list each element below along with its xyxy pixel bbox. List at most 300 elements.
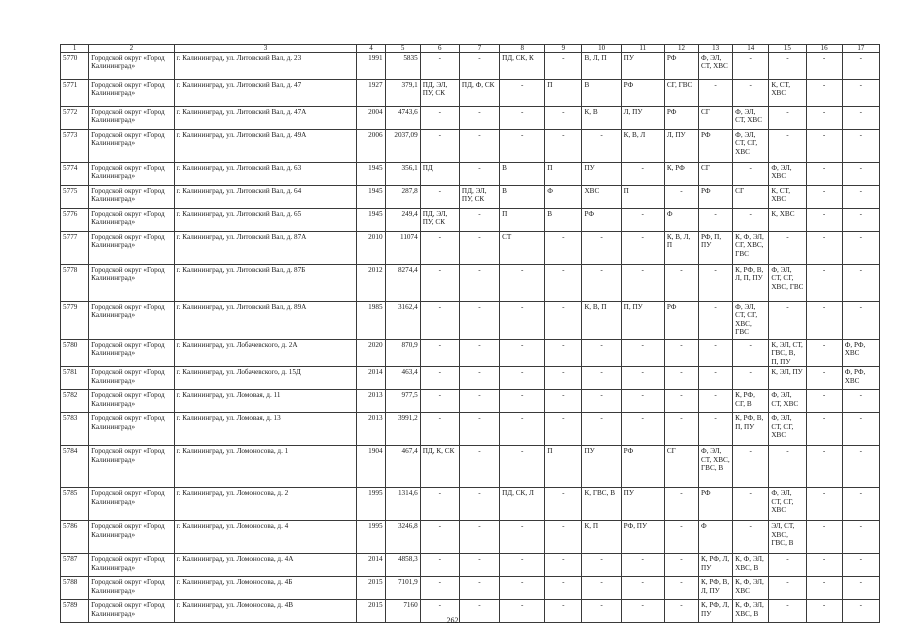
table-cell: 870,9 bbox=[385, 340, 420, 367]
table-cell: 5777 bbox=[61, 232, 89, 265]
table-cell: - bbox=[500, 80, 545, 107]
table-cell: Ф, ЭЛ, СТ, СГ, ХВС, ГВС bbox=[769, 265, 806, 302]
column-number-header: 10 bbox=[582, 45, 621, 53]
table-cell: ХВС bbox=[582, 186, 621, 209]
table-cell: П bbox=[621, 186, 664, 209]
table-cell: 356,1 bbox=[385, 163, 420, 186]
table-cell: РФ, П, ПУ bbox=[699, 232, 733, 265]
table-cell: - bbox=[842, 521, 879, 554]
table-cell: - bbox=[545, 488, 582, 521]
table-cell: - bbox=[664, 577, 698, 600]
table-cell: - bbox=[769, 107, 806, 130]
table-row bbox=[61, 163, 880, 186]
table-cell: - bbox=[459, 53, 499, 80]
table-cell: П bbox=[500, 209, 545, 232]
table-row bbox=[61, 367, 880, 390]
table-cell: - bbox=[664, 521, 698, 554]
table-cell: Городской округ «Город Калининград» bbox=[89, 367, 174, 390]
table-cell: РФ bbox=[621, 80, 664, 107]
table-cell: Городской округ «Город Калининград» bbox=[89, 446, 174, 488]
table-cell: РФ bbox=[699, 130, 733, 163]
table-cell: - bbox=[842, 302, 879, 340]
table-cell: 5779 bbox=[61, 302, 89, 340]
table-cell: г. Калининград, ул. Ломоносова, д. 4Б bbox=[174, 577, 357, 600]
table-cell: Ф, ЭЛ, СТ, ХВС bbox=[733, 107, 769, 130]
table-cell: - bbox=[842, 577, 879, 600]
table-cell: 5835 bbox=[385, 53, 420, 80]
table-row bbox=[61, 488, 880, 521]
table-cell: СТ bbox=[500, 232, 545, 265]
table-cell: 249,4 bbox=[385, 209, 420, 232]
table-cell: К, РФ, СГ, В bbox=[733, 390, 769, 413]
table-cell: - bbox=[842, 186, 879, 209]
table-cell: - bbox=[842, 488, 879, 521]
table-cell: - bbox=[545, 232, 582, 265]
table-cell: - bbox=[806, 488, 842, 521]
page-number: 262 bbox=[446, 616, 459, 625]
table-cell: - bbox=[545, 340, 582, 367]
table-cell: - bbox=[420, 340, 459, 367]
table-cell: 2010 bbox=[357, 232, 385, 265]
table-row bbox=[61, 340, 880, 367]
table-cell: РФ bbox=[664, 107, 698, 130]
table-cell: - bbox=[842, 600, 879, 623]
table-cell: - bbox=[545, 577, 582, 600]
table-cell: 11074 bbox=[385, 232, 420, 265]
table-cell: 2037,09 bbox=[385, 130, 420, 163]
table-cell: ПД, Ф, СК bbox=[459, 80, 499, 107]
table-cell: ПД, К, СК bbox=[420, 446, 459, 488]
table-cell: - bbox=[842, 554, 879, 577]
table-cell: В bbox=[500, 186, 545, 209]
column-number-header: 3 bbox=[174, 45, 357, 53]
table-cell: - bbox=[420, 488, 459, 521]
table-cell: 463,4 bbox=[385, 367, 420, 390]
table-row bbox=[61, 53, 880, 80]
table-cell: - bbox=[420, 186, 459, 209]
table-cell: - bbox=[459, 232, 499, 265]
table-cell: 2014 bbox=[357, 367, 385, 390]
table-cell: г. Калининград, ул. Лобачевского, д. 15Д bbox=[174, 367, 357, 390]
table-cell: - bbox=[500, 107, 545, 130]
column-number-header: 15 bbox=[769, 45, 806, 53]
table-cell: П bbox=[545, 446, 582, 488]
table-cell: - bbox=[842, 130, 879, 163]
table-cell: - bbox=[545, 53, 582, 80]
table-cell: - bbox=[582, 600, 621, 623]
table-cell: - bbox=[621, 265, 664, 302]
table-row bbox=[61, 446, 880, 488]
table-cell: - bbox=[806, 80, 842, 107]
column-number-header: 6 bbox=[420, 45, 459, 53]
table-cell: - bbox=[459, 302, 499, 340]
table-cell: - bbox=[806, 521, 842, 554]
table-cell: - bbox=[621, 413, 664, 446]
column-number-header: 17 bbox=[842, 45, 879, 53]
table-cell: - bbox=[420, 554, 459, 577]
table-cell: П, ПУ bbox=[621, 302, 664, 340]
table-cell: - bbox=[500, 446, 545, 488]
table-cell: ПД bbox=[420, 163, 459, 186]
table-cell: г. Калининград, ул. Ломовая, д. 11 bbox=[174, 390, 357, 413]
table-cell: - bbox=[500, 302, 545, 340]
table-cell: 5784 bbox=[61, 446, 89, 488]
table-row bbox=[61, 232, 880, 265]
table-cell: Л, ПУ bbox=[664, 130, 698, 163]
table-cell: К, РФ, В, Л, ПУ bbox=[699, 577, 733, 600]
table-cell: г. Калининград, ул. Ломоносова, д. 4В bbox=[174, 600, 357, 623]
table-cell: П bbox=[545, 80, 582, 107]
table-cell: г. Калининград, ул. Лобачевского, д. 2А bbox=[174, 340, 357, 367]
table-cell: - bbox=[545, 554, 582, 577]
table-cell: Городской округ «Город Калининград» bbox=[89, 413, 174, 446]
table-cell: К, РФ, Л, ПУ bbox=[699, 600, 733, 623]
table-cell: Ф bbox=[699, 521, 733, 554]
table-cell: 5780 bbox=[61, 340, 89, 367]
table-cell: - bbox=[769, 446, 806, 488]
column-number-header: 8 bbox=[500, 45, 545, 53]
table-cell: - bbox=[582, 413, 621, 446]
table-cell: П bbox=[545, 163, 582, 186]
table-cell: - bbox=[459, 600, 499, 623]
table-cell: Ф, ЭЛ, СТ, ХВС bbox=[769, 390, 806, 413]
table-cell: 5788 bbox=[61, 577, 89, 600]
table-cell: СГ, ГВС bbox=[664, 80, 698, 107]
table-cell: Городской округ «Город Калининград» bbox=[89, 600, 174, 623]
table-cell: 5783 bbox=[61, 413, 89, 446]
table-cell: К, ЭЛ, ПУ bbox=[769, 367, 806, 390]
table-cell: Ф, ЭЛ, СТ, СГ, ХВС, ГВС bbox=[733, 302, 769, 340]
table-cell: - bbox=[420, 107, 459, 130]
table-cell: 5772 bbox=[61, 107, 89, 130]
table-cell: Городской округ «Город Калининград» bbox=[89, 163, 174, 186]
table-cell: Городской округ «Город Калининград» bbox=[89, 340, 174, 367]
table-cell: - bbox=[621, 577, 664, 600]
table-cell: - bbox=[420, 265, 459, 302]
table-cell: - bbox=[500, 554, 545, 577]
table-row bbox=[61, 390, 880, 413]
table-cell: В bbox=[500, 163, 545, 186]
table-cell: 3162,4 bbox=[385, 302, 420, 340]
table-cell: г. Калининград, ул. Литовский Вал, д. 23 bbox=[174, 53, 357, 80]
column-number-header: 1 bbox=[61, 45, 89, 53]
table-cell: К, В, П bbox=[582, 302, 621, 340]
table-cell: - bbox=[582, 265, 621, 302]
table-row bbox=[61, 413, 880, 446]
table-cell: - bbox=[806, 53, 842, 80]
table-row bbox=[61, 577, 880, 600]
table-cell: ПД, ЭЛ, ПУ, СК bbox=[420, 209, 459, 232]
table-cell: - bbox=[806, 107, 842, 130]
table-cell: 3246,8 bbox=[385, 521, 420, 554]
table-cell: К, В, Л, П bbox=[664, 232, 698, 265]
table-row bbox=[61, 130, 880, 163]
table-cell: 8274,4 bbox=[385, 265, 420, 302]
table-cell: Ф, ЭЛ, СТ, СГ, ХВС bbox=[769, 413, 806, 446]
table-cell: Городской округ «Город Калининград» bbox=[89, 209, 174, 232]
table-cell: - bbox=[664, 600, 698, 623]
table-cell: - bbox=[699, 265, 733, 302]
table-cell: г. Калининград, ул. Литовский Вал, д. 87Б bbox=[174, 265, 357, 302]
table-cell: - bbox=[459, 209, 499, 232]
table-cell: ПУ bbox=[621, 53, 664, 80]
table-cell: 3991,2 bbox=[385, 413, 420, 446]
table-cell: - bbox=[545, 130, 582, 163]
table-cell: 1945 bbox=[357, 186, 385, 209]
table-row bbox=[61, 554, 880, 577]
table-cell: - bbox=[420, 577, 459, 600]
table-cell: - bbox=[699, 340, 733, 367]
table-cell: - bbox=[842, 53, 879, 80]
table-cell: ПУ bbox=[582, 446, 621, 488]
table-cell: 1945 bbox=[357, 163, 385, 186]
table-cell: 7160 bbox=[385, 600, 420, 623]
table-cell: Ф bbox=[664, 209, 698, 232]
table-cell: ПУ bbox=[582, 163, 621, 186]
column-number-header: 7 bbox=[459, 45, 499, 53]
table-cell: К, РФ, Л, ПУ bbox=[699, 554, 733, 577]
table-cell: В bbox=[582, 80, 621, 107]
table-cell: - bbox=[545, 600, 582, 623]
table-cell: К, П bbox=[582, 521, 621, 554]
table-row bbox=[61, 302, 880, 340]
table-cell: 1991 bbox=[357, 53, 385, 80]
table-cell: - bbox=[842, 107, 879, 130]
table-cell: - bbox=[733, 209, 769, 232]
table-cell: г. Калининград, ул. Ломоносова, д. 4А bbox=[174, 554, 357, 577]
table-cell: 1995 bbox=[357, 521, 385, 554]
column-number-row bbox=[61, 45, 880, 53]
table-cell: - bbox=[733, 367, 769, 390]
table-cell: г. Калининград, ул. Ломоносова, д. 2 bbox=[174, 488, 357, 521]
table-cell: - bbox=[806, 390, 842, 413]
column-number-header: 9 bbox=[545, 45, 582, 53]
table-cell: К, Ф, ЭЛ, ХВС bbox=[733, 577, 769, 600]
table-cell: - bbox=[500, 265, 545, 302]
table-row bbox=[61, 107, 880, 130]
table-cell: - bbox=[545, 390, 582, 413]
table-cell: К, ГВС, В bbox=[582, 488, 621, 521]
table-cell: - bbox=[420, 413, 459, 446]
table-cell: 1904 bbox=[357, 446, 385, 488]
table-cell: ПД, СК, К bbox=[500, 53, 545, 80]
table-cell: Ф, ЭЛ, СТ, СГ, ХВС bbox=[769, 488, 806, 521]
table-cell: - bbox=[420, 521, 459, 554]
table-cell: - bbox=[621, 209, 664, 232]
table-cell: - bbox=[459, 130, 499, 163]
table-cell: Ф, ЭЛ, ХВС bbox=[769, 163, 806, 186]
table-cell: СГ bbox=[699, 107, 733, 130]
column-number-header: 16 bbox=[806, 45, 842, 53]
table-cell: 5782 bbox=[61, 390, 89, 413]
table-cell: 5771 bbox=[61, 80, 89, 107]
table-cell: - bbox=[459, 521, 499, 554]
table-cell: - bbox=[806, 577, 842, 600]
table-cell: К, ЭЛ, СТ, ГВС, В, П, ПУ bbox=[769, 340, 806, 367]
table-cell: 2004 bbox=[357, 107, 385, 130]
table-body bbox=[61, 53, 880, 623]
table-cell: Городской округ «Город Калининград» bbox=[89, 577, 174, 600]
table-cell: Городской округ «Город Калининград» bbox=[89, 265, 174, 302]
table-cell: - bbox=[733, 340, 769, 367]
table-cell: К, СТ, ХВС bbox=[769, 80, 806, 107]
table-cell: - bbox=[582, 232, 621, 265]
table-cell: - bbox=[733, 163, 769, 186]
table-cell: - bbox=[806, 340, 842, 367]
table-cell: - bbox=[733, 80, 769, 107]
table-cell: - bbox=[769, 302, 806, 340]
table-cell: г. Калининград, ул. Литовский Вал, д. 49А bbox=[174, 130, 357, 163]
table-cell: К, СТ, ХВС bbox=[769, 186, 806, 209]
table-cell: РФ, ПУ bbox=[621, 521, 664, 554]
table-row bbox=[61, 80, 880, 107]
table-cell: РФ bbox=[582, 209, 621, 232]
table-cell: 1995 bbox=[357, 488, 385, 521]
table-cell: г. Калининград, ул. Литовский Вал, д. 89А bbox=[174, 302, 357, 340]
table-cell: ЭЛ, СТ, ХВС, ГВС, В bbox=[769, 521, 806, 554]
table-cell: 4743,6 bbox=[385, 107, 420, 130]
table-cell: г. Калининград, ул. Литовский Вал, д. 87А bbox=[174, 232, 357, 265]
table-cell: К, ХВС bbox=[769, 209, 806, 232]
table-cell: 287,8 bbox=[385, 186, 420, 209]
column-number-header: 5 bbox=[385, 45, 420, 53]
table-cell: - bbox=[664, 390, 698, 413]
table-cell: - bbox=[420, 600, 459, 623]
table-cell: 5773 bbox=[61, 130, 89, 163]
column-number-header: 4 bbox=[357, 45, 385, 53]
table-cell: - bbox=[664, 554, 698, 577]
table-cell: - bbox=[621, 600, 664, 623]
table-cell: г. Калининград, ул. Литовский Вал, д. 47 bbox=[174, 80, 357, 107]
table-cell: 5786 bbox=[61, 521, 89, 554]
table-cell: - bbox=[699, 390, 733, 413]
table-cell: - bbox=[420, 367, 459, 390]
table-cell: - bbox=[664, 488, 698, 521]
table-cell: 1314,6 bbox=[385, 488, 420, 521]
table-cell: - bbox=[582, 340, 621, 367]
table-cell: - bbox=[806, 186, 842, 209]
table-cell: СГ bbox=[664, 446, 698, 488]
table-cell: г. Калининград, ул. Ломоносова, д. 4 bbox=[174, 521, 357, 554]
table-cell: - bbox=[664, 186, 698, 209]
table-cell: 5770 bbox=[61, 53, 89, 80]
table-row bbox=[61, 186, 880, 209]
table-cell: - bbox=[545, 302, 582, 340]
table-cell: - bbox=[500, 130, 545, 163]
table-cell: - bbox=[621, 232, 664, 265]
column-number-header: 14 bbox=[733, 45, 769, 53]
table-cell: - bbox=[621, 340, 664, 367]
table-cell: - bbox=[806, 209, 842, 232]
table-cell: - bbox=[500, 413, 545, 446]
table-cell: г. Калининград, ул. Литовский Вал, д. 63 bbox=[174, 163, 357, 186]
table-cell: РФ bbox=[664, 302, 698, 340]
table-cell: 2013 bbox=[357, 390, 385, 413]
table-cell: - bbox=[545, 413, 582, 446]
registry-table-sheet bbox=[60, 44, 880, 623]
table-cell: Ф, РФ, ХВС bbox=[842, 367, 879, 390]
table-cell: - bbox=[842, 80, 879, 107]
table-cell: - bbox=[699, 80, 733, 107]
table-cell: - bbox=[545, 367, 582, 390]
table-cell: - bbox=[842, 390, 879, 413]
table-cell: Городской округ «Город Калининград» bbox=[89, 130, 174, 163]
table-cell: В bbox=[545, 209, 582, 232]
table-cell: - bbox=[582, 390, 621, 413]
table-cell: Городской округ «Город Калининград» bbox=[89, 390, 174, 413]
table-cell: 5776 bbox=[61, 209, 89, 232]
table-cell: - bbox=[420, 302, 459, 340]
table-cell: Городской округ «Город Калининград» bbox=[89, 302, 174, 340]
table-cell: ПД, ЭЛ, ПУ, СК bbox=[459, 186, 499, 209]
table-cell: - bbox=[545, 521, 582, 554]
table-cell: - bbox=[459, 446, 499, 488]
table-cell: СГ bbox=[699, 163, 733, 186]
table-cell: 1927 bbox=[357, 80, 385, 107]
table-cell: - bbox=[459, 107, 499, 130]
table-cell: Ф, ЭЛ, СТ, ХВС, ГВС, В bbox=[699, 446, 733, 488]
table-cell: - bbox=[806, 367, 842, 390]
table-cell: - bbox=[459, 488, 499, 521]
table-cell: - bbox=[621, 390, 664, 413]
table-cell: В, Л, П bbox=[582, 53, 621, 80]
table-cell: РФ bbox=[664, 53, 698, 80]
table-cell: - bbox=[806, 130, 842, 163]
table-cell: - bbox=[842, 163, 879, 186]
table-cell: 467,4 bbox=[385, 446, 420, 488]
table-cell: - bbox=[459, 163, 499, 186]
table-cell: ПД, ЭЛ, ПУ, СК bbox=[420, 80, 459, 107]
table-cell: - bbox=[420, 53, 459, 80]
table-cell: Ф, РФ, ХВС bbox=[842, 340, 879, 367]
table-cell: - bbox=[582, 554, 621, 577]
table-cell: - bbox=[664, 265, 698, 302]
table-cell: Городской округ «Город Калининград» bbox=[89, 186, 174, 209]
table-cell: - bbox=[806, 554, 842, 577]
table-cell: К, Ф, ЭЛ, ХВС, В bbox=[733, 600, 769, 623]
table-cell: СГ bbox=[733, 186, 769, 209]
table-cell: - bbox=[842, 446, 879, 488]
table-row bbox=[61, 265, 880, 302]
table-cell: Ф bbox=[545, 186, 582, 209]
table-cell: - bbox=[842, 265, 879, 302]
table-cell: - bbox=[699, 367, 733, 390]
table-cell: 977,5 bbox=[385, 390, 420, 413]
table-cell: Ф, ЭЛ, СТ, СГ, ХВС bbox=[733, 130, 769, 163]
table-cell: - bbox=[842, 232, 879, 265]
table-cell: - bbox=[500, 340, 545, 367]
table-cell: - bbox=[500, 577, 545, 600]
registry-table bbox=[60, 44, 880, 623]
table-cell: - bbox=[733, 446, 769, 488]
table-cell: - bbox=[842, 209, 879, 232]
table-cell: - bbox=[500, 390, 545, 413]
column-number-header: 2 bbox=[89, 45, 174, 53]
table-row bbox=[61, 521, 880, 554]
table-cell: - bbox=[806, 413, 842, 446]
table-cell: - bbox=[621, 367, 664, 390]
table-cell: - bbox=[420, 232, 459, 265]
table-cell: РФ bbox=[699, 488, 733, 521]
table-cell: - bbox=[459, 554, 499, 577]
table-cell: - bbox=[664, 340, 698, 367]
table-cell: К, РФ, В, П, ПУ bbox=[733, 413, 769, 446]
table-cell: - bbox=[806, 446, 842, 488]
table-cell: РФ bbox=[621, 446, 664, 488]
table-cell: 1945 bbox=[357, 209, 385, 232]
table-cell: г. Калининград, ул. Литовский Вал, д. 64 bbox=[174, 186, 357, 209]
table-cell: - bbox=[582, 130, 621, 163]
